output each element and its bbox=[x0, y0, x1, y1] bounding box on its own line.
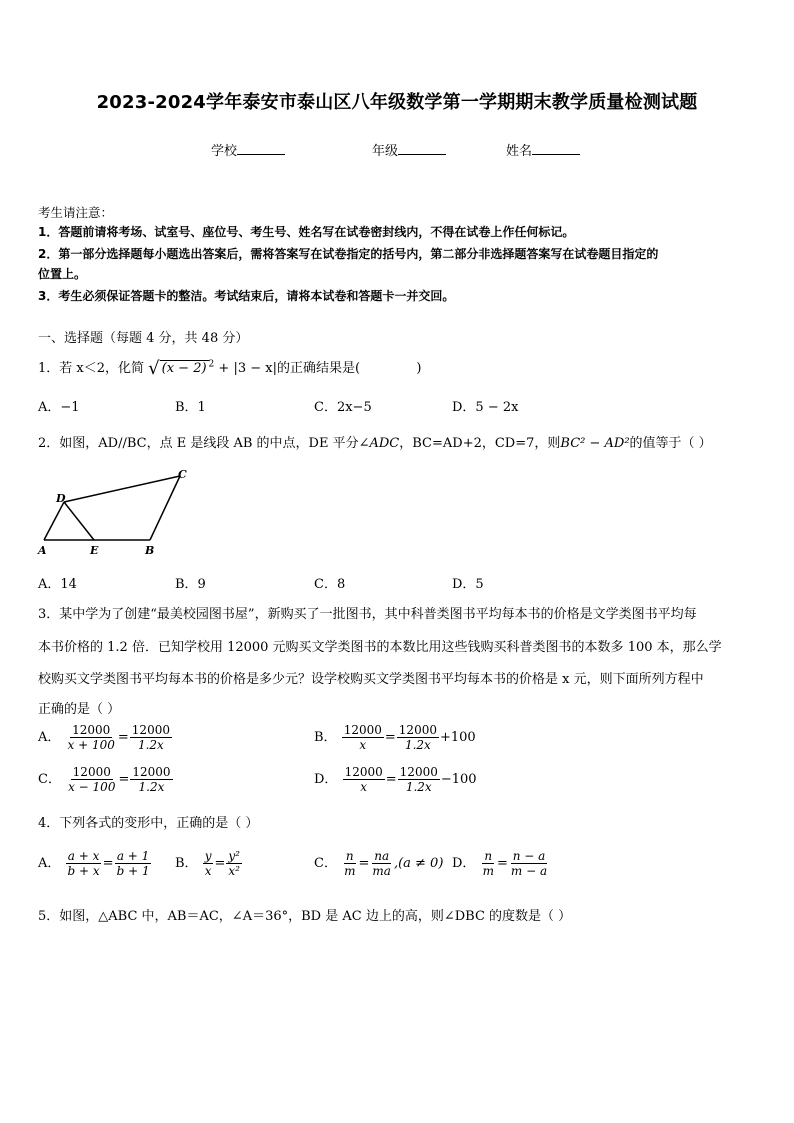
q3-option-b: B． $\frac{12000}{x}$ = $\frac{12000}{1.2x}$ +100 bbox=[314, 723, 476, 752]
q3-c-label: C． bbox=[38, 772, 61, 787]
fraction bbox=[115, 849, 152, 878]
numerator: 12000 bbox=[399, 765, 438, 779]
numerator: 12000 bbox=[131, 723, 170, 737]
numerator: 12000 bbox=[72, 723, 111, 737]
notice-item-2: 2．第一部分选择题每小题选出答案后，需将答案写在试卷指定的括号内，第二部分非选择题答案写在试卷题目指定的 bbox=[38, 247, 659, 261]
numerator: a + x bbox=[67, 849, 100, 863]
notice-header: 考生请注意： bbox=[38, 205, 114, 220]
notice-item-2-cont: 位置上。 bbox=[38, 267, 87, 281]
q3-option-d: D． $\frac{12000}{x}$ = $\frac{12000}{1.2x}$ −100 bbox=[314, 765, 477, 794]
segment-cb bbox=[150, 476, 180, 540]
label-d: D bbox=[56, 492, 66, 505]
fraction bbox=[481, 849, 496, 878]
denominator: x + 100 bbox=[67, 738, 115, 752]
q3-line-1: 3．某中学为了创建“最美校园图书屋”，新购买了一批图书，其中科普类图书平均每本书的价格是文学类图书平均每 bbox=[38, 607, 697, 622]
q1-option-d: D．5 − 2x bbox=[452, 400, 519, 415]
q3-b-tail: +100 bbox=[439, 730, 476, 745]
numerator: 12000 bbox=[344, 765, 383, 779]
denominator: 1.2x bbox=[405, 780, 432, 794]
segment-de bbox=[64, 502, 94, 540]
q1-radicand: (x − 2) bbox=[161, 361, 207, 376]
q2-expression: BC² − AD² bbox=[560, 436, 630, 451]
segment-ad bbox=[44, 502, 64, 540]
numerator: na bbox=[374, 849, 390, 863]
school-field bbox=[211, 140, 285, 159]
numerator: y bbox=[204, 849, 212, 863]
question-5: 5．如图，△ABC 中，AB＝AC，∠A＝36°，BD 是 AC 边上的高，则∠DBC 的度数是（ ） bbox=[38, 909, 572, 924]
q3-d-tail: −100 bbox=[440, 772, 477, 787]
numerator: 12000 bbox=[343, 723, 382, 737]
q1-middle: + |3 − x|的正确结果是( bbox=[218, 361, 361, 376]
q2-option-c: C．8 bbox=[314, 577, 346, 592]
q3-line-4: 正确的是（ ） bbox=[38, 702, 121, 717]
q4-option-a: A． $\frac{a + x}{b + x}$ = $\frac{a + 1}{b + 1}$ bbox=[38, 849, 150, 878]
fraction bbox=[66, 723, 117, 752]
fraction bbox=[342, 723, 384, 752]
denominator: 1.2x bbox=[138, 780, 165, 794]
q1-option-a: A．−1 bbox=[38, 400, 80, 415]
q3-line-2: 本书价格的 1.2 倍．已知学校用 12000 元购买文学类图书的本数比用这些钱购买科普类图书的本数多 100 本，那么学 bbox=[38, 640, 722, 655]
numerator: a + 1 bbox=[116, 849, 150, 863]
numerator: n − a bbox=[512, 849, 546, 863]
q1-option-b: B．1 bbox=[175, 400, 206, 415]
grade-blank bbox=[398, 142, 446, 155]
fraction bbox=[66, 849, 102, 878]
q4-option-d: D． $\frac{n}{m}$ = $\frac{n - a}{m - a}$ bbox=[452, 849, 548, 878]
name-label: 姓名 bbox=[506, 144, 533, 159]
denominator: m bbox=[344, 864, 356, 878]
name-field bbox=[506, 140, 580, 159]
q2-figure bbox=[30, 462, 200, 558]
denominator: ma bbox=[372, 864, 391, 878]
question-2 bbox=[38, 432, 712, 451]
denominator: m − a bbox=[510, 864, 548, 878]
fraction bbox=[343, 765, 385, 794]
q2-text-a: 2．如图，AD//BC，点 E 是线段 AB 的中点，DE 平分 bbox=[38, 436, 359, 451]
fraction bbox=[397, 723, 439, 752]
fraction bbox=[509, 849, 549, 878]
q2-text-b: ，BC=AD+2，CD=7，则 bbox=[399, 436, 561, 451]
denominator: x bbox=[360, 780, 368, 794]
denominator: b + 1 bbox=[116, 864, 150, 878]
q1-prefix: 1．若 x＜2，化简 bbox=[38, 361, 145, 376]
fraction bbox=[203, 849, 214, 878]
q1-close: ) bbox=[416, 361, 422, 376]
notice-item-3: 3．考生必须保证答题卡的整洁。考试结束后，请将本试卷和答题卡一并交回。 bbox=[38, 289, 455, 303]
numerator: 12000 bbox=[132, 765, 171, 779]
radical-icon: √ bbox=[148, 358, 160, 379]
label-c: C bbox=[178, 468, 187, 481]
name-blank bbox=[532, 142, 580, 155]
denominator: m bbox=[482, 864, 494, 878]
denominator: 1.2x bbox=[137, 738, 164, 752]
denominator: x² bbox=[228, 864, 240, 878]
q4-option-c: C． $\frac{n}{m}$ = $\frac{na}{ma}$ ,(a ≠ 0) bbox=[314, 849, 444, 878]
label-b: B bbox=[145, 544, 155, 557]
q2-option-a: A．14 bbox=[38, 577, 77, 592]
numerator: 12000 bbox=[398, 723, 437, 737]
q4-b-label: B． bbox=[175, 856, 198, 871]
label-a: A bbox=[38, 544, 47, 557]
denominator: 1.2x bbox=[404, 738, 431, 752]
q4-d-label: D． bbox=[452, 856, 476, 871]
fraction bbox=[66, 765, 117, 794]
grade-label: 年级 bbox=[372, 144, 399, 159]
fraction bbox=[370, 849, 393, 878]
school-label: 学校 bbox=[211, 144, 238, 159]
school-blank bbox=[237, 142, 285, 155]
notice-item-1: 1．答题前请将考场、试室号、座位号、考生号、姓名写在试卷密封线内，不得在试卷上作任何标记。 bbox=[38, 225, 575, 239]
denominator: x bbox=[359, 738, 367, 752]
question-1 bbox=[38, 357, 421, 379]
numerator: n bbox=[484, 849, 493, 863]
denominator: x bbox=[204, 864, 212, 878]
q1-exponent: 2 bbox=[208, 359, 215, 370]
q2-angle: ∠ADC bbox=[358, 436, 400, 451]
q2-text-c: 的值等于（ ） bbox=[629, 436, 712, 451]
denominator: x − 100 bbox=[68, 780, 116, 794]
q3-option-a: A． $\frac{12000}{x + 100}$ = $\frac{12000}{1.2x}$ bbox=[38, 723, 170, 752]
numerator: y² bbox=[228, 849, 240, 863]
label-e: E bbox=[90, 544, 99, 557]
numerator: n bbox=[345, 849, 354, 863]
q3-a-label: A． bbox=[38, 730, 61, 745]
fraction bbox=[342, 849, 357, 878]
denominator: b + x bbox=[67, 864, 100, 878]
q2-option-b: B．9 bbox=[175, 577, 206, 592]
q4-option-b: B． $\frac{y}{x}$ = $\frac{\text{y²}}{\text{x²}}$ bbox=[175, 849, 240, 878]
fraction bbox=[130, 765, 172, 794]
grade-field bbox=[372, 140, 446, 159]
fraction bbox=[398, 765, 440, 794]
segment-dc bbox=[64, 476, 180, 502]
numerator: 12000 bbox=[72, 765, 111, 779]
q3-d-label: D． bbox=[314, 772, 338, 787]
q2-option-d: D．5 bbox=[452, 577, 484, 592]
q4-c-label: C． bbox=[314, 856, 337, 871]
q4-c-tail: ,(a ≠ 0) bbox=[393, 856, 444, 871]
q3-b-label: B． bbox=[314, 730, 337, 745]
q3-option-c: C． $\frac{12000}{x - 100}$ = $\frac{12000}{1.2x}$ bbox=[38, 765, 171, 794]
q1-option-c: C．2x−5 bbox=[314, 400, 372, 415]
question-4: 4．下列各式的变形中，正确的是（ ） bbox=[38, 816, 259, 831]
q3-line-3: 校购买文学类图书平均每本书的价格是多少元？设学校购买文学类图书平均每本书的价格是 x 元，则下面所列方程中 bbox=[38, 672, 704, 687]
fraction bbox=[130, 723, 172, 752]
q4-a-label: A． bbox=[38, 856, 61, 871]
fraction bbox=[226, 849, 242, 878]
section-heading: 一、选择题（每题 4 分，共 48 分） bbox=[38, 331, 249, 346]
page-title: 2023-2024学年泰安市泰山区八年级数学第一学期期末教学质量检测试题 bbox=[96, 92, 698, 113]
